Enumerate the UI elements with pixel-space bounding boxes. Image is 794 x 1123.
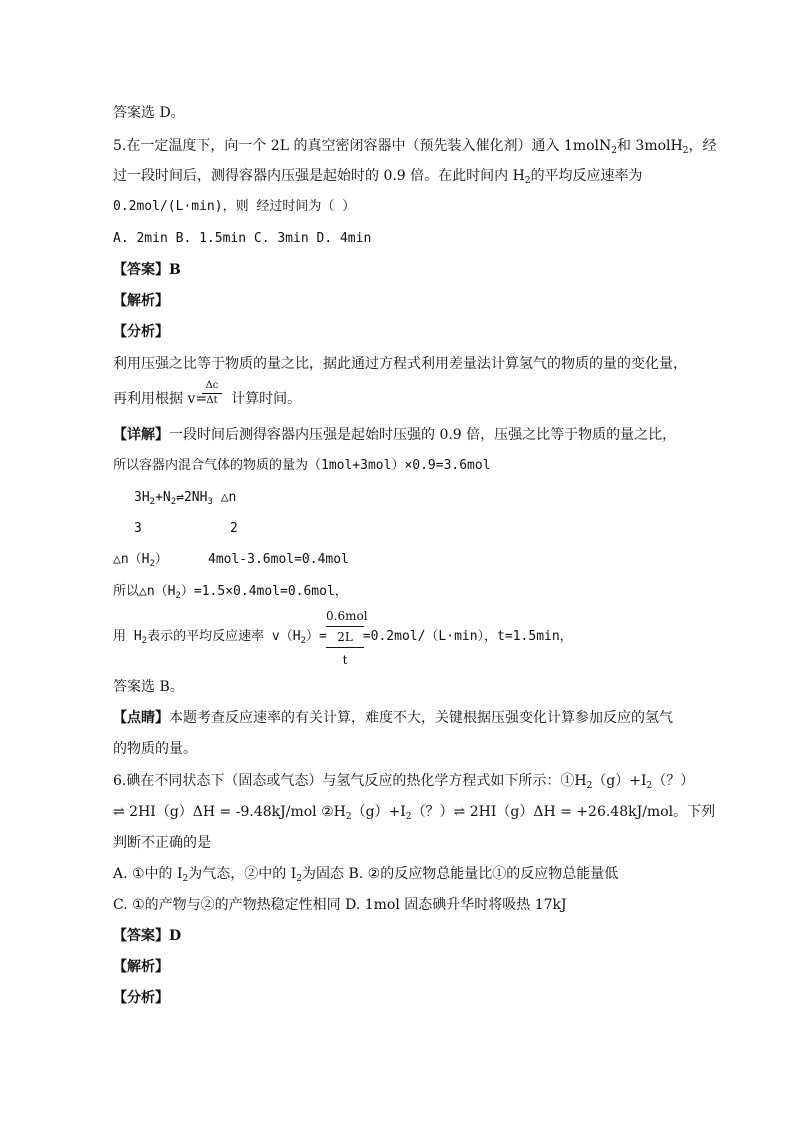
analysis-label-6: 【解析】 [113,959,169,975]
analysis-text-2: 再利用根据 v= 计算时间。 [113,391,302,407]
rate-fraction: 0.6mol 2L t [326,609,368,667]
question-6-line-3: 判断不正确的是 [113,835,211,851]
question-6-line-1: 6.碘在不同状态下（固态或气态）与氢气反应的热化学方程式如下所示：$①H_2(g)+I_2$（？） [113,773,695,791]
velocity-fraction: Δc Δt [202,380,222,407]
question-6-line-2: ⇌ 2HI（g）ΔH = -9.48kJ/mol $②H_2(g)+I_2$（？）⇌ 2HI（g）ΔH = +26.48kJ/mol。下列 [113,804,716,822]
analysis-text-1: 利用压强之比等于物质的量之比，据此通过方程式利用差量法计算氢气的物质的量的变化量， [113,356,687,372]
rate-line: 用 $H_2$表示的平均反应速率 $v(H_2)= =0.2mol/(L\cdot\min)$，t=1.5min， [113,629,573,646]
question-6-options-cd: C. ①的产物与②的产物热稳定性相同 D. 1mol 固态碘升华时将吸热 17kJ [113,897,567,913]
answer-label-6: 【答案】D [113,928,182,944]
answer-label: 【答案】B [113,262,181,278]
delta-n-value: 4mol-3.6mol=0.4mol [208,552,349,567]
detail-text-1: 【详解】一段时间后测得容器内压强是起始时压强的 0.9 倍，压强之比等于物质的量之比， [113,427,677,443]
question-5-line-2: 过一段时间后，测得容器内压强是起始时的 0.9 倍。在此时间内 $H_2$的平均反应速率为 [113,168,643,186]
bound-text: 一段时间后测得容器内压强是起始时压强的 0.9 倍，压强之比等于物质的量之比， [169,427,677,443]
bound-text: 本题考查反应速率的有关计算，难度不大，关键根据压强变化计算参加反应的氢气 [169,710,673,726]
answer-b-line: 答案选 B。 [113,679,184,695]
reaction-equation: $3H_2+N_2\rightleftharpoons 2NH_3$ △n [134,490,237,507]
delta-n-h2-line: 所以$\triangle n(H_2)=1.5\times 0.4mol=0.6mol$， [113,584,348,601]
delta-n-line: $\triangle n(H_2)$ [113,552,168,569]
dianjing-text-2: 的物质的量。 [113,741,197,757]
fenxi-label-6: 【分析】 [113,990,169,1006]
fenxi-label: 【分析】 [113,324,169,340]
coefficient-3: 3 [134,521,142,536]
answer-line-prev: 答案选 D。 [113,105,185,121]
coefficient-2: 2 [230,521,238,536]
question-6-options-ab: A. ①中的 $I_2$为气态，②中的 $I_2$为固态 B. ②的反应物总能量比①的反应物总能量低 [113,866,619,884]
detail-text-2: 所以容器内混合气体的物质的量为（1mol+3mol）×0.9=3.6mol [113,458,491,473]
dianjing-text-1: 【点睛】本题考查反应速率的有关计算，难度不大，关键根据压强变化计算参加反应的氢气 [113,710,673,726]
question-5-line-1: 5.在一定温度下，向一个 2L 的真空密闭容器中（预先装入催化剂）通入 1molN$_2$和 3molH$_2$，经 [113,138,717,156]
question-5-options: A. 2min B. 1.5min C. 3min D. 4min [113,231,372,246]
question-5-line-3: 0.2mol/(L·min)，则 经过时间为（ ） [113,199,356,214]
analysis-label: 【解析】 [113,293,169,309]
